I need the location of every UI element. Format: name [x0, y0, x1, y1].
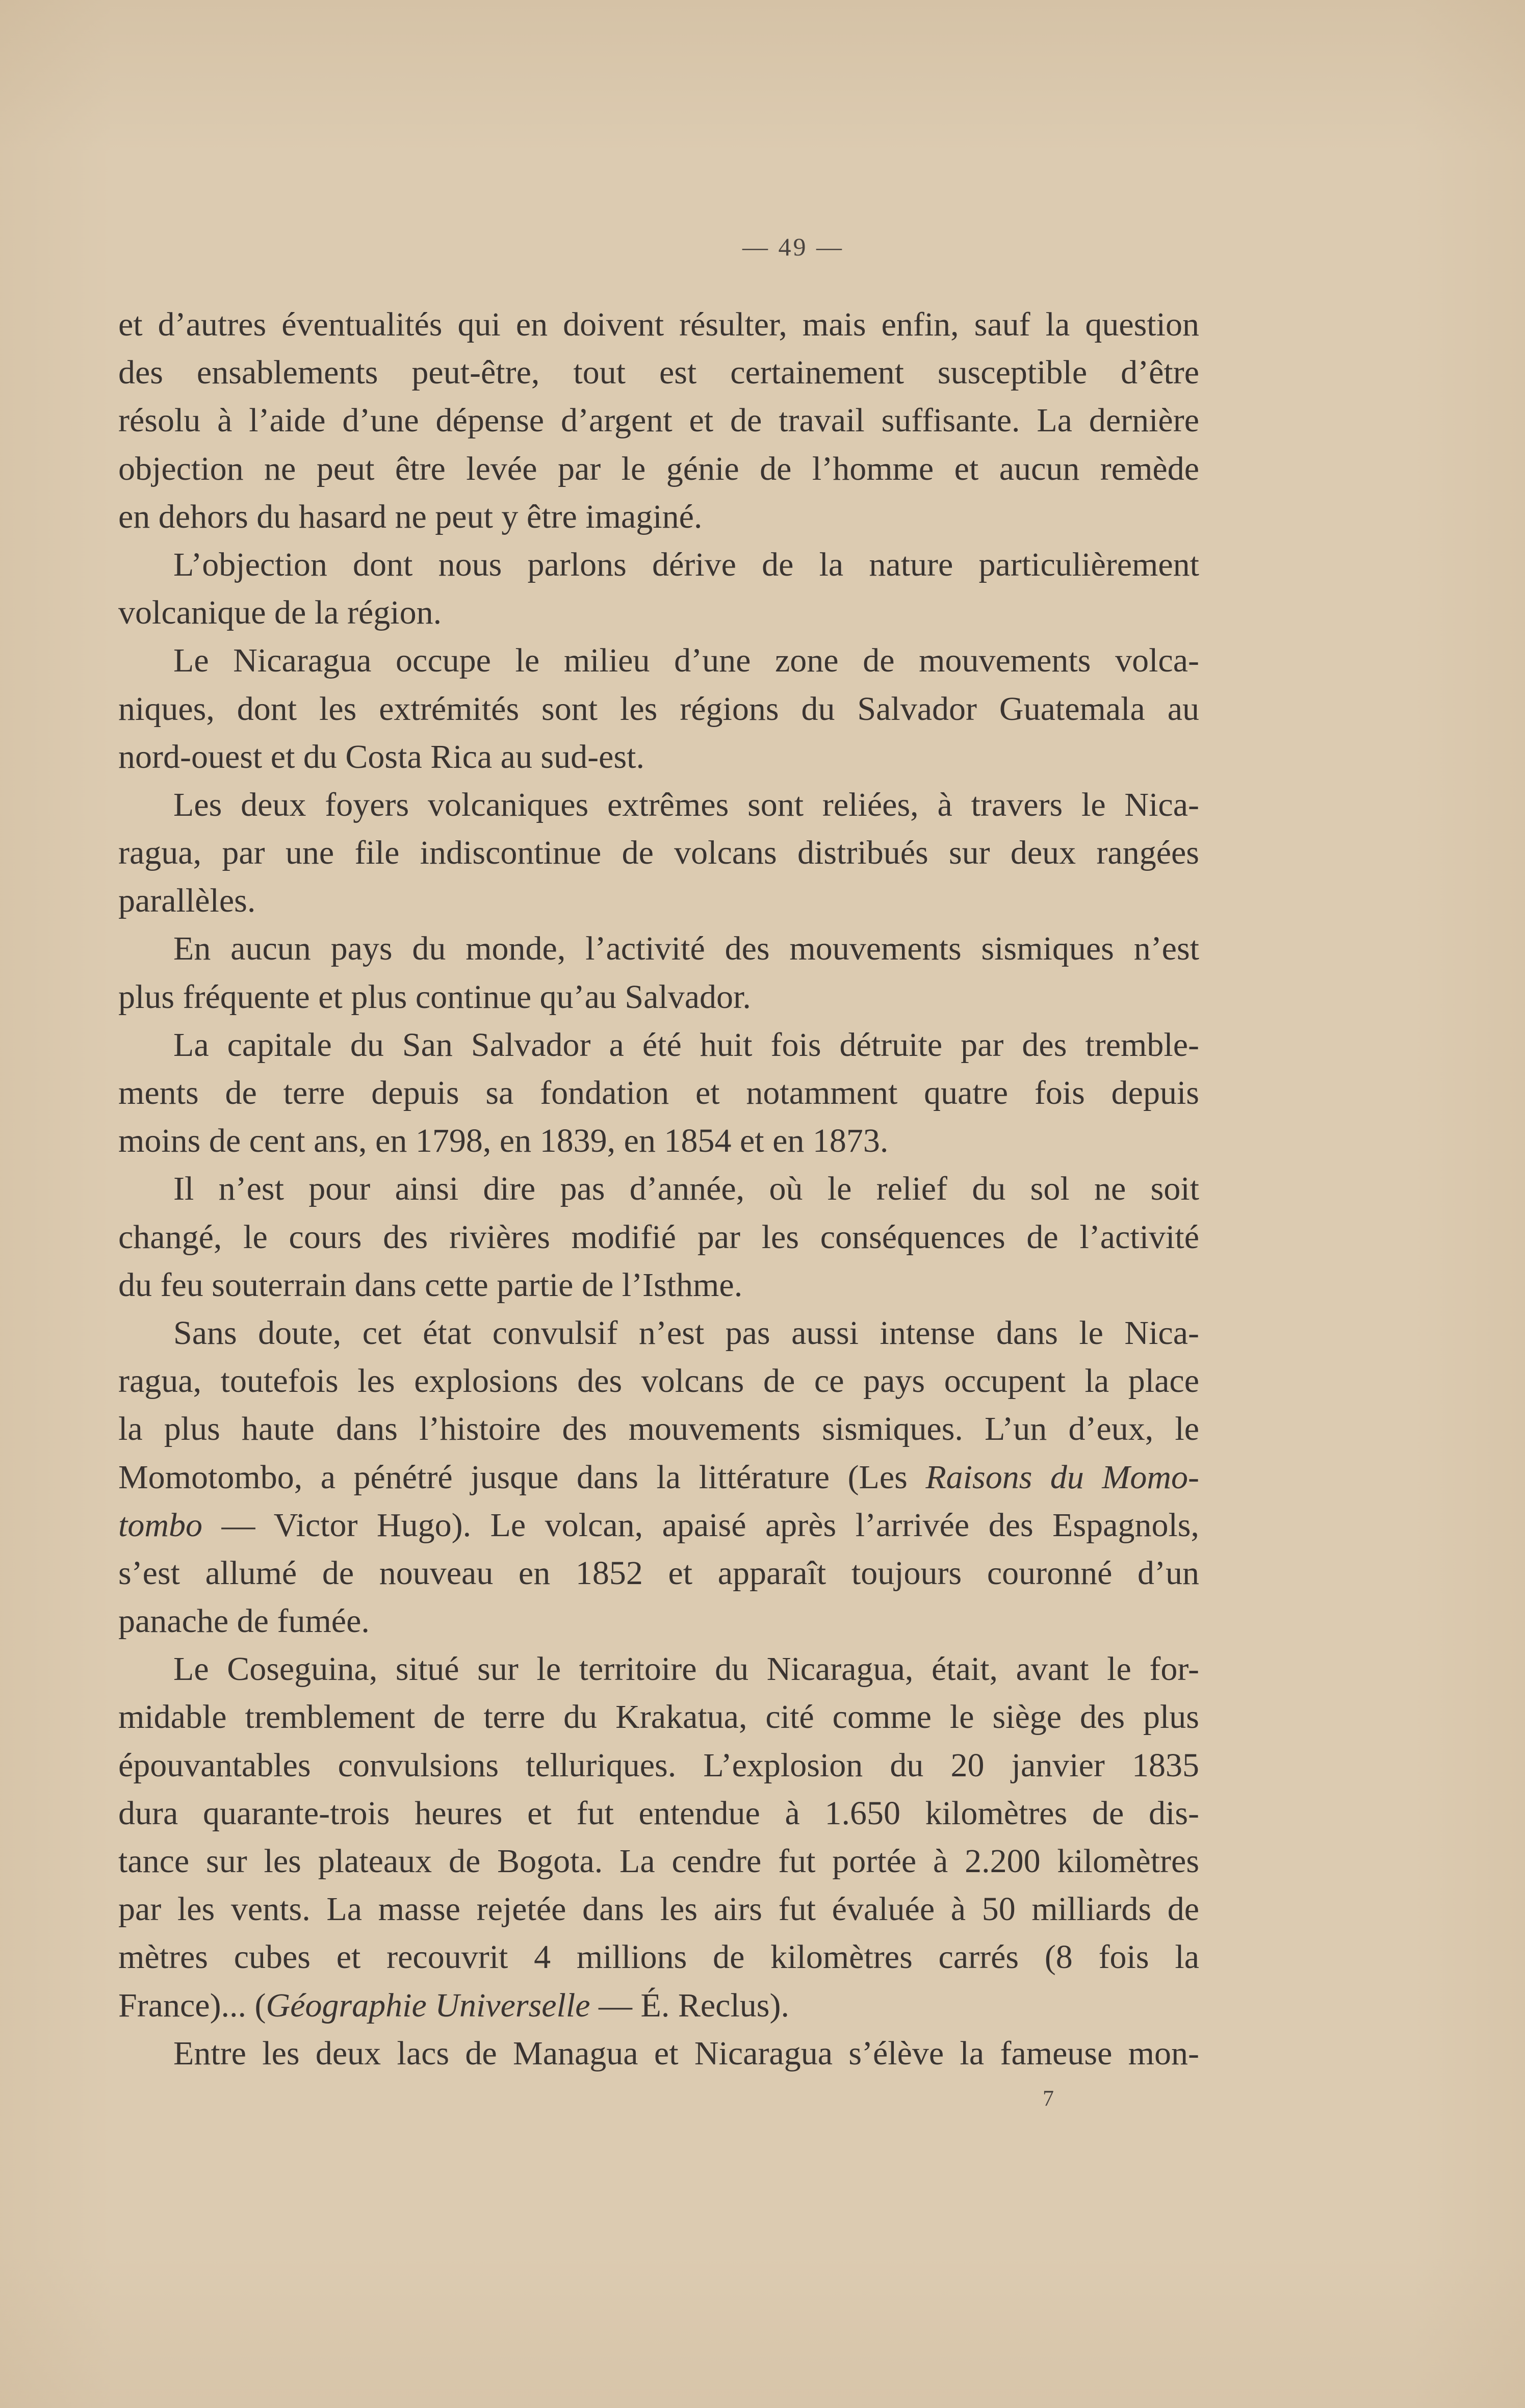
paragraph	[118, 301, 1199, 541]
text-segment: — É. Reclus).	[590, 1986, 789, 2024]
text-line: tance sur les plateaux de Bogota. La cendre fut portée à 2.200 kilomètres	[118, 1843, 1199, 1880]
text-line: résolu à l’aide d’une dépense d’argent et de travail suffisante. La dernière	[118, 402, 1199, 439]
paragraph	[118, 541, 1199, 637]
text-line: moins de cent ans, en 1798, en 1839, en 1854 et en 1873.	[118, 1122, 889, 1160]
text-line: épouvantables convulsions telluriques. L’explosion du 20 janvier 1835	[118, 1746, 1199, 1784]
paragraph	[118, 637, 1199, 781]
text-line: panache de fumée.	[118, 1602, 370, 1640]
text-line: Sans doute, cet état convulsif n’est pas aussi intense dans le Nica-	[173, 1314, 1199, 1352]
text-line: ragua, par une file indiscontinue de volcans distribués sur deux rangées	[118, 834, 1199, 872]
text-segment: — Victor Hugo). Le volcan, apaisé après l’arrivée des Espagnols,	[202, 1506, 1199, 1544]
text-line	[118, 1454, 1199, 1501]
text-line	[118, 1982, 1199, 2030]
text-line: ragua, toutefois les explosions des volcans de ce pays occupent la place	[118, 1362, 1199, 1400]
text-line: du feu souterrain dans cette partie de l’Isthme.	[118, 1266, 743, 1304]
text-line: mètres cubes et recouvrit 4 millions de kilomètres carrés (8 fois la	[118, 1938, 1199, 1976]
text-line: midable tremblement de terre du Krakatua, cité comme le siège des plus	[118, 1698, 1199, 1736]
paragraph	[118, 781, 1199, 925]
text-line	[118, 1501, 1199, 1549]
text-line: ments de terre depuis sa fondation et notamment quatre fois depuis	[118, 1074, 1199, 1111]
body-text	[118, 301, 1199, 2078]
italic-citation: Géographie Universelle	[266, 1986, 590, 2024]
text-line: dura quarante-trois heures et fut entendue à 1.650 kilomètres de dis-	[118, 1794, 1199, 1832]
text-line: objection ne peut être levée par le génie de l’homme et aucun remède	[118, 450, 1199, 487]
paragraph	[118, 1309, 1199, 1645]
text-line: la plus haute dans l’histoire des mouvements sismiques. L’un d’eux, le	[118, 1410, 1199, 1448]
text-line: Le Coseguina, situé sur le territoire du Nicaragua, était, avant le for-	[173, 1650, 1199, 1688]
text-line: niques, dont les extrémités sont les régions du Salvador Guatemala au	[118, 690, 1199, 728]
text-line: parallèles.	[118, 882, 256, 920]
paragraph	[118, 1165, 1199, 1309]
text-line: plus fréquente et plus continue qu’au Salvador.	[118, 978, 751, 1016]
page-number: — 49 —	[742, 232, 844, 261]
text-line: s’est allumé de nouveau en 1852 et apparaît toujours couronné d’un	[118, 1554, 1199, 1592]
paragraph	[118, 1021, 1199, 1166]
text-line: et d’autres éventualités qui en doivent résulter, mais enfin, sauf la question	[118, 306, 1199, 343]
text-line: en dehors du hasard ne peut y être imaginé.	[118, 498, 703, 535]
text-line: nord-ouest et du Costa Rica au sud-est.	[118, 738, 644, 775]
text-line: Entre les deux lacs de Managua et Nicaragua s’élève la fameuse mon-	[173, 2034, 1199, 2072]
paragraph	[118, 2030, 1199, 2078]
text-line: Le Nicaragua occupe le milieu d’une zone de mouvements volca-	[173, 642, 1199, 680]
signature-mark: 7	[1043, 2086, 1054, 2111]
text-segment: France)... (	[118, 1986, 266, 2024]
text-segment: Momotombo, a pénétré jusque dans la littérature (Les	[118, 1458, 926, 1496]
text-line: L’objection dont nous parlons dérive de la nature particulièrement	[173, 546, 1199, 583]
paragraph	[118, 925, 1199, 1021]
text-line: En aucun pays du monde, l’activité des mouvements sismiques n’est	[173, 930, 1199, 968]
text-line: Il n’est pour ainsi dire pas d’année, où le relief du sol ne soit	[173, 1170, 1199, 1208]
text-line: changé, le cours des rivières modifié par les conséquences de l’activité	[118, 1218, 1199, 1256]
text-line: Les deux foyers volcaniques extrêmes sont reliées, à travers le Nica-	[173, 786, 1199, 823]
paragraph	[118, 1645, 1199, 2030]
text-line: par les vents. La masse rejetée dans les airs fut évaluée à 50 milliards de	[118, 1891, 1199, 1928]
text-line: La capitale du San Salvador a été huit fois détruite par des tremble-	[173, 1026, 1199, 1064]
text-line: volcanique de la région.	[118, 594, 442, 632]
text-line: des ensablements peut-être, tout est certainement susceptible d’être	[118, 354, 1199, 392]
italic-title: tombo	[118, 1506, 202, 1544]
italic-title: Raisons du Momo-	[925, 1458, 1199, 1496]
